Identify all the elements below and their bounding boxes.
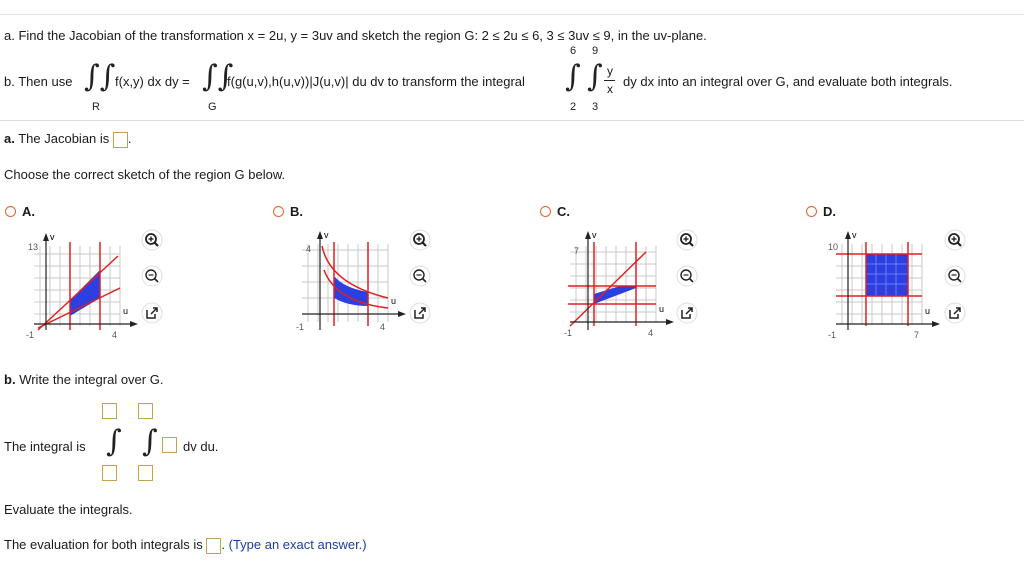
u-axis-label: u (391, 296, 397, 306)
integral-tail: dv du. (183, 439, 219, 454)
x-tick-label: 4 (648, 328, 654, 338)
evaluation-row (4, 537, 367, 554)
option-a-radio[interactable] (5, 206, 16, 217)
region-g (594, 286, 636, 304)
jacobian-suffix: . (127, 131, 132, 146)
inner-integral-sign: ∫ (142, 424, 158, 459)
v-axis-arrow (845, 231, 851, 239)
inner-lower-limit: 3 (592, 101, 599, 113)
integrand-g: f(g(u,v),h(u,v))|J(u,v)| du dv to transform the integral (227, 74, 525, 89)
v-axis-label: v (50, 232, 55, 242)
exact-answer-hint: (Type an exact answer.) (228, 537, 367, 552)
section-divider (0, 120, 1024, 121)
jacobian-answer-box[interactable] (113, 132, 128, 148)
double-integral-sign: ∫∫ (84, 59, 116, 94)
outer-upper-limit: 6 (570, 45, 577, 57)
expand-icon[interactable] (141, 302, 163, 324)
u-axis-arrow (398, 311, 406, 317)
fraction-bar (604, 80, 615, 81)
u-axis-arrow (130, 321, 138, 327)
evaluation-suffix: . (221, 537, 225, 552)
v-axis-label: v (592, 230, 597, 240)
part-b-prefix: b. (4, 372, 16, 387)
inner-upper-limit: 9 (592, 45, 599, 57)
fraction-denominator: x (607, 82, 613, 96)
region-g-label: G (208, 101, 217, 113)
zoom-in-icon[interactable] (676, 229, 698, 251)
option-b-radio[interactable] (273, 206, 284, 217)
evaluation-label: The evaluation for both integrals is (4, 537, 203, 552)
problem-part-b-prefix: b. Then use (4, 74, 73, 89)
inner-lower-limit-box[interactable] (138, 465, 153, 481)
part-b-row (4, 372, 163, 387)
y-tick-label: 10 (828, 242, 839, 252)
x-tick-label: 4 (112, 330, 118, 340)
jacobian-label: The Jacobian is (18, 131, 110, 146)
part-b-label: Write the integral over G. (19, 372, 164, 387)
u-axis-arrow (932, 321, 940, 327)
grid (302, 244, 388, 322)
v-axis-arrow (43, 233, 49, 241)
inner-upper-limit-box[interactable] (138, 403, 153, 419)
integral-label: The integral is (4, 439, 86, 454)
graph-option-a (24, 226, 144, 344)
v-axis-label: v (852, 230, 857, 240)
problem-part-a: a. Find the Jacobian of the transformation x = 2u, y = 3uv and sketch the region G: 2 ≤ 2u ≤ 6, 3 ≤ 3uv ≤ 9, in the uv-plane. (4, 28, 707, 43)
option-b-label[interactable]: B. (290, 204, 303, 219)
origin-label: -1 (564, 328, 573, 338)
x-tick-label: 4 (380, 322, 386, 332)
top-divider (0, 14, 1024, 15)
u-axis-label: u (659, 304, 665, 314)
v-axis-arrow (317, 231, 323, 239)
evaluation-answer-box[interactable] (206, 538, 221, 554)
y-tick-label: 7 (574, 246, 580, 256)
expand-icon[interactable] (409, 302, 431, 324)
integral-sign-inner: ∫ (587, 59, 603, 94)
jacobian-row (4, 131, 132, 148)
outer-upper-limit-box[interactable] (102, 403, 117, 419)
evaluate-instruction: Evaluate the integrals. (4, 502, 133, 517)
zoom-out-icon[interactable] (141, 265, 163, 287)
outer-integral-sign: ∫ (106, 424, 122, 459)
problem-part-b-tail: dy dx into an integral over G, and evaluate both integrals. (623, 74, 953, 89)
origin-label: -1 (296, 322, 305, 332)
zoom-in-icon[interactable] (409, 229, 431, 251)
fraction-numerator: y (607, 64, 613, 78)
y-tick-label: 4 (306, 244, 312, 254)
u-axis-label: u (925, 306, 931, 316)
double-integral-sign-g: ∫∫ (202, 59, 234, 94)
outer-lower-limit: 2 (570, 101, 577, 113)
zoom-in-icon[interactable] (944, 229, 966, 251)
zoom-in-icon[interactable] (141, 229, 163, 251)
graph-option-c (560, 226, 680, 344)
integrand-r: f(x,y) dx dy = (115, 74, 190, 89)
option-c-label[interactable]: C. (557, 204, 570, 219)
axes (570, 236, 668, 330)
v-axis-label: v (324, 230, 329, 240)
graph-option-d (826, 226, 946, 344)
origin-label: -1 (26, 330, 35, 340)
u-axis-label: u (123, 306, 129, 316)
option-a-label[interactable]: A. (22, 204, 35, 219)
option-d-radio[interactable] (806, 206, 817, 217)
grid (34, 246, 120, 326)
region-g (866, 254, 908, 296)
expand-icon[interactable] (944, 302, 966, 324)
option-d-label[interactable]: D. (823, 204, 836, 219)
expand-icon[interactable] (676, 302, 698, 324)
zoom-out-icon[interactable] (676, 265, 698, 287)
v-axis-arrow (585, 231, 591, 239)
jacobian-prefix: a. (4, 131, 15, 146)
axes (34, 238, 132, 330)
zoom-out-icon[interactable] (944, 265, 966, 287)
outer-lower-limit-box[interactable] (102, 465, 117, 481)
boundary-lines (568, 242, 656, 326)
zoom-out-icon[interactable] (409, 265, 431, 287)
origin-label: -1 (828, 330, 837, 340)
option-c-radio[interactable] (540, 206, 551, 217)
region-r-label: R (92, 101, 100, 113)
u-axis-arrow (666, 319, 674, 325)
integrand-box[interactable] (162, 437, 177, 453)
integral-sign-outer: ∫ (565, 59, 581, 94)
choose-instruction: Choose the correct sketch of the region G below. (4, 167, 286, 182)
y-tick-label: 13 (28, 242, 39, 252)
x-tick-label: 7 (914, 330, 920, 340)
graph-option-b (292, 226, 412, 344)
